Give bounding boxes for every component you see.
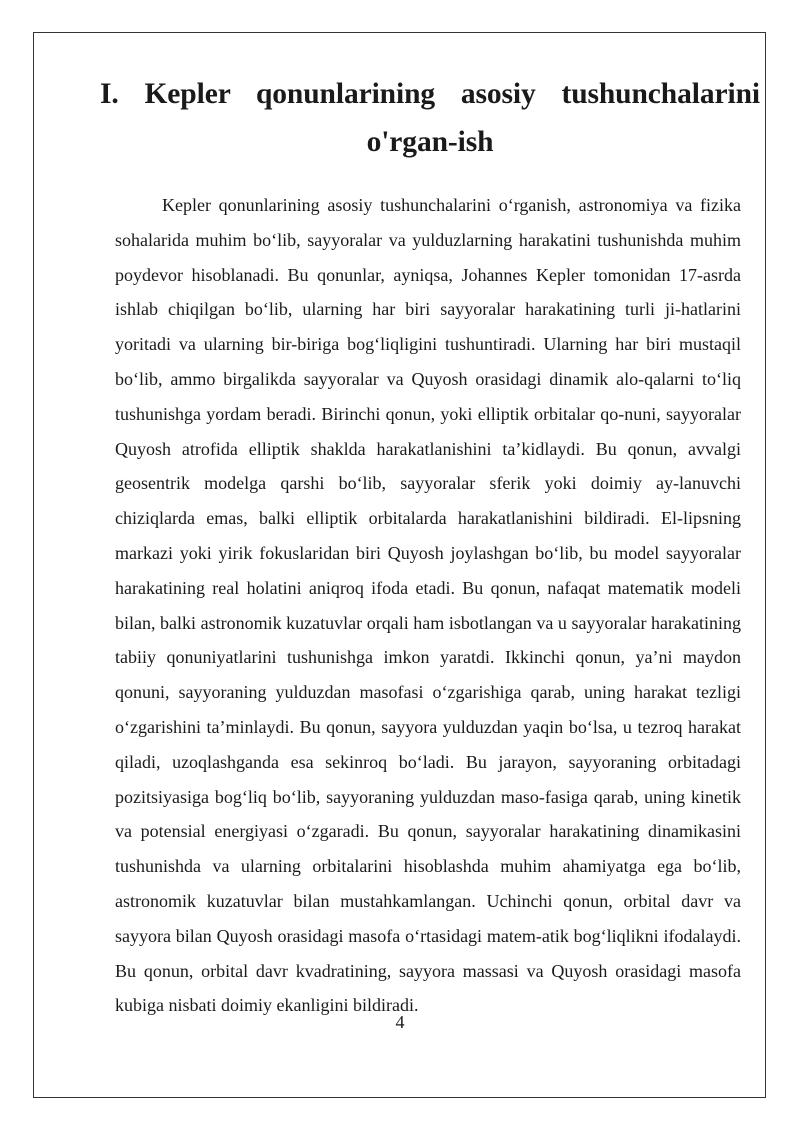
page-number: 4	[395, 1012, 405, 1032]
section-title: I. Kepler qonunlarining asosiy tushunchalarini o'rgan-ish	[100, 78, 760, 158]
body-paragraph: Kepler qonunlarining asosiy tushunchalarini o‘rganish, astronomiya va fizika sohalarida muhim bo‘lib, sayyoralar va yulduzlarning harakatini tushunishda muhim poydevor hisoblanadi. Bu qonunlar, ayniqsa, Johannes Kepler tomonidan 17-asrda ishlab chiqilgan bo‘lib, ularning har biri sayyoralar harakatining turli ji-hatlarini yoritadi va ularning bir-biriga bog‘liqligini tushuntiradi. Ularning har biri mustaqil bo‘lib, ammo birgalikda sayyoralar va Quyosh orasidagi dinamik alo-qalarni to‘liq tushunishga yordam beradi. Birinchi qonun, yoki elliptik orbitalar qo-nuni, sayyoralar Quyosh atrofida elliptik shaklda harakatlanishini ta’kidlaydi. Bu qonun, avvalgi geosentrik modelga qarshi bo‘lib, sayyoralar sferik yoki doimiy ay-lanuvchi chiziqlarda emas, balki elliptik orbitalarda harakatlanishini bildiradi. El-lipsning markazi yoki yirik fokuslaridan biri Quyosh joylashgan bo‘lib, bu model sayyoralar harakatining real holatini aniqroq ifoda etadi. Bu qonun, nafaqat matematik modeli bilan, balki astronomik kuzatuvlar orqali ham isbotlangan va u sayyoralar harakatining tabiiy qonuniyatlarini tushunishga imkon yaratdi. Ikkinchi qonun, ya’ni maydon qonuni, sayyoraning yulduzdan masofasi o‘zgarishiga qarab, uning harakat tezligi o‘zgarishini ta’minlaydi. Bu qonun, sayyora yulduzdan yaqin bo‘lsa, u tezroq harakat qiladi, uzoqlashganda esa sekinroq bo‘ladi. Bu jarayon, sayyoraning orbitadagi pozitsiyasiga bog‘liq bo‘lib, sayyoraning yulduzdan maso-fasiga qarab, uning kinetik va potensial energiyasi o‘zgaradi. Bu qonun, sayyoralar harakatining dinamikasini tushunishda va ularning orbitalarini hisoblashda muhim ahamiyatga ega bo‘lib, astronomik kuzatuvlar bilan mustahkamlangan. Uchinchi qonun, orbital davr va sayyora bilan Quyosh orasidagi masofa o‘rtasidagi matem-atik bog‘liqlikni ifodalaydi. Bu qonun, orbital davr kvadratining, sayyora massasi va Quyosh orasidagi masofa kubiga nisbati doimiy ekanligini bildiradi.	[115, 195, 741, 1016]
